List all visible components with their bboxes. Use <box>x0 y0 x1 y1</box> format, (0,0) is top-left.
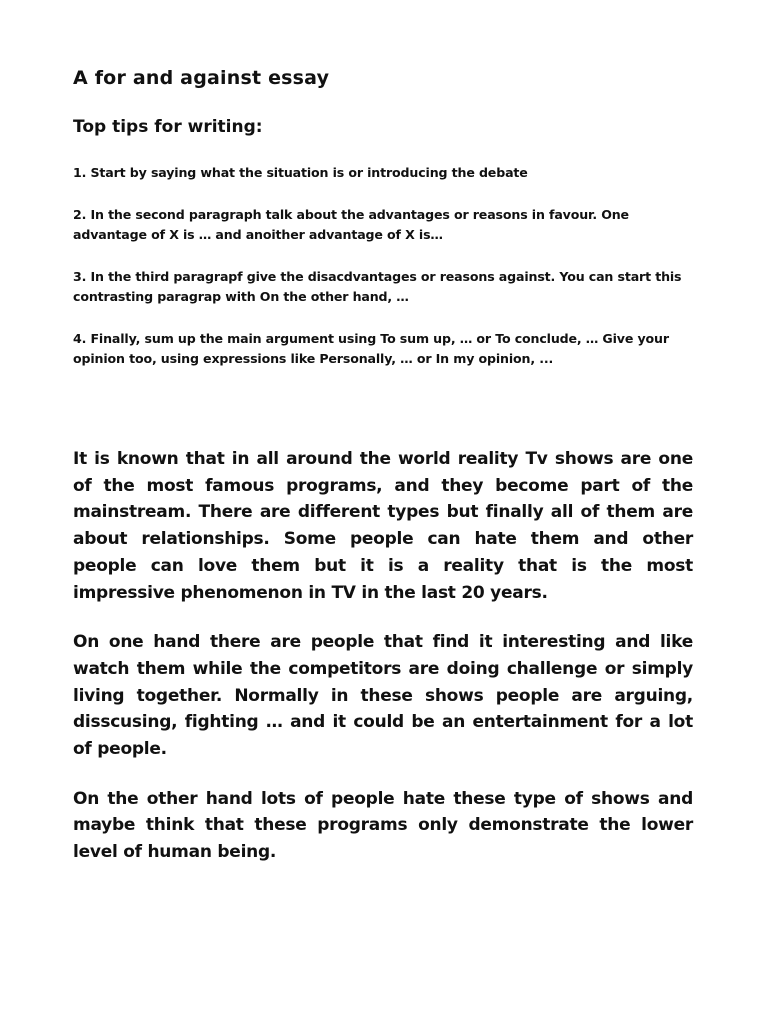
essay-paragraph-1: It is known that in all around the world reality Tv shows are one of the most famous programs, and they become part of the mainstream. There are different types but finally all of them are about relationships. Some people can hate them and other people can love them but it is a reality that is the most impressive phenomenon in TV in the last 20 years. <box>73 449 693 603</box>
essay-body <box>73 446 693 889</box>
document-title: A for and against essay <box>73 67 330 89</box>
tip-item-2: 2. In the second paragraph talk about the advantages or reasons in favour. One advantage of X is … and anoither advantage of X is… <box>73 207 629 242</box>
tips-list <box>73 163 693 391</box>
essay-paragraph-3: On the other hand lots of people hate these type of shows and maybe think that these programs only demonstrate the lower level of human being. <box>73 788 693 863</box>
tip-item-1: 1. Start by saying what the situation is or introducing the debate <box>73 165 528 180</box>
tips-heading: Top tips for writing: <box>73 117 263 137</box>
essay-paragraph-2: On one hand there are people that find it interesting and like watch them while the competitors are doing challenge or simply living together. Normally in these shows people are arguing, disscusing, fighting … and it could be an entertainment for a lot of people. <box>73 632 693 760</box>
tip-item-4: 4. Finally, sum up the main argument using To sum up, … or To conclude, … Give your opinion too, using expressions like Personally, … or In my opinion, ... <box>73 331 669 366</box>
tip-item-3: 3. In the third paragrapf give the disacdvantages or reasons against. You can start this contrasting paragrap with On the other hand, … <box>73 269 682 304</box>
